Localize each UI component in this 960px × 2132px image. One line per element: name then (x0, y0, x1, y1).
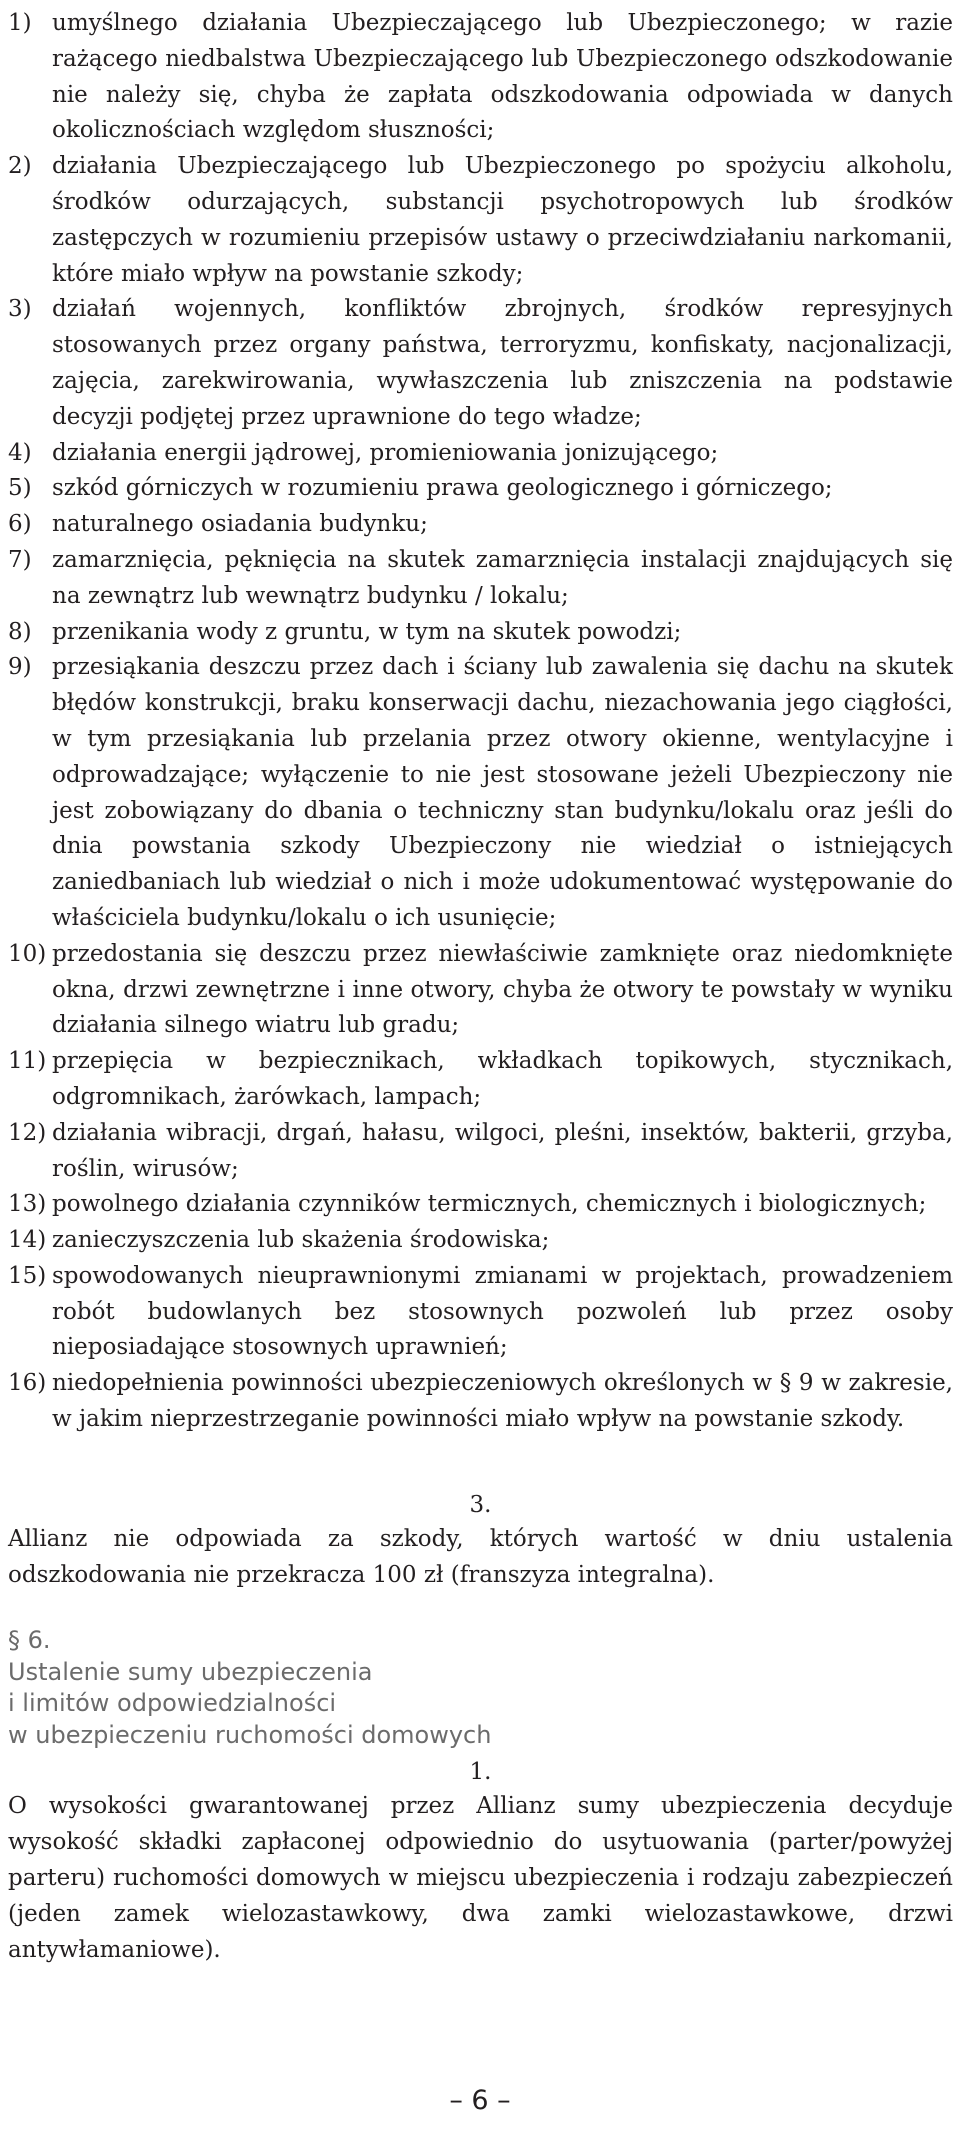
list-item (8, 543, 953, 615)
list-item-number: 4) (8, 439, 32, 466)
list-item (8, 149, 953, 292)
list-item-text: przenikania wody z gruntu, w tym na skutek powodzi; (52, 618, 682, 645)
list-item (8, 1187, 953, 1223)
list-item-text: szkód górniczych w rozumieniu prawa geologicznego i górniczego; (52, 475, 833, 502)
list-item-text: działania energii jądrowej, promieniowania jonizującego; (52, 439, 719, 466)
list-item-number: 7) (8, 546, 32, 573)
list-item-text: zanieczyszczenia lub skażenia środowiska; (52, 1227, 550, 1254)
list-item-number: 3) (8, 296, 32, 323)
list-item-text: przesiąkania deszczu przez dach i ściany lub zawalenia się dachu na skutek błędów konstrukcji, braku konserwacji dachu, niezachowania jego ciągłości, w tym przesiąkania lub przelania przez otwory okienne, wentylacyjne i odprowadzające; wyłączenie to nie jest stosowane jeżeli Ubezpieczony nie jest zobowiązany do dbania o techniczny stan budynku/lokalu oraz jeśli do dnia powstania szkody Ubezpieczony nie wiedział o istniejących zaniedbaniach lub wiedział o nich i może udokumentować występowanie do właściciela budynku/lokalu o ich usunięcie; (52, 654, 953, 931)
list-item (8, 507, 953, 543)
list-item-number: 2) (8, 153, 32, 180)
list-item-number: 14) (8, 1227, 47, 1254)
list-item-number: 8) (8, 618, 32, 645)
list-item (8, 471, 953, 507)
paragraph-6-heading (8, 1625, 953, 1751)
paragraph-6-title-line: Ustalenie sumy ubezpieczenia (8, 1657, 373, 1686)
section-3-number: 3. (469, 1491, 492, 1518)
list-item-number: 1) (8, 10, 32, 36)
list-item-number: 5) (8, 475, 32, 502)
list-item-text: spowodowanych nieuprawnionymi zmianami w projektach, prowadzeniem robót budowlanych bez stosownych pozwoleń lub przez osoby nieposiadające stosownych uprawnień; (52, 1262, 953, 1361)
list-item (8, 1366, 953, 1438)
paragraph-6-section-1-text: O wysokości gwarantowanej przez Allianz sumy ubezpieczenia decyduje wysokość składki zapłaconej odpowiednio do usytuowania (parter/powyżej parteru) ruchomości domowych w miejscu ubezpieczenia i rodzaju zabezpieczeń (jeden zamek wielozastawkowy, dwa zamki wielozastawkowe, drzwi antywłamaniowe). (8, 1793, 953, 1963)
list-item-text: naturalnego osiadania budynku; (52, 511, 428, 538)
paragraph-6-section-1-number: 1. (469, 1759, 492, 1786)
exclusions-list (8, 6, 953, 1438)
paragraph-6-sign: § 6. (8, 1626, 51, 1655)
list-item-text: działań wojennych, konfliktów zbrojnych, środków represyjnych stosowanych przez organy państwa, terroryzmu, konfiskaty, nacjonalizacji, zajęcia, zarekwirowania, wywłaszczenia lub zniszczenia na podstawie decyzji podjętej przez uprawnione do tego władze; (52, 296, 953, 430)
list-item (8, 6, 953, 149)
list-item-number: 15) (8, 1262, 47, 1289)
list-item (8, 292, 953, 435)
paragraph-6-title-line: i limitów odpowiedzialności (8, 1689, 337, 1718)
list-item (8, 1259, 953, 1366)
list-item-text: umyślnego działania Ubezpieczającego lub Ubezpieczonego; w razie rażącego niedbalstwa Ubezpieczającego lub Ubezpieczonego odszkodowanie nie należy się, chyba że zapłata odszkodowania odpowiada w danych okolicznościach względom słuszności; (52, 10, 953, 144)
list-item-text: zamarznięcia, pęknięcia na skutek zamarznięcia instalacji znajdujących się na zewnątrz lub wewnątrz budynku / lokalu; (52, 546, 953, 609)
list-item-number: 13) (8, 1191, 47, 1218)
list-item (8, 615, 953, 651)
list-item-text: działania Ubezpieczającego lub Ubezpieczonego po spożyciu alkoholu, środków odurzających, substancji psychotropowych lub środków zastępczych w rozumieniu przepisów ustawy o przeciwdziałaniu narkomanii, które miało wpływ na powstanie szkody; (52, 153, 953, 287)
list-item (8, 436, 953, 472)
list-item-number: 11) (8, 1048, 47, 1075)
list-item-text: przepięcia w bezpiecznikach, wkładkach topikowych, stycznikach, odgromnikach, żarówkach, lampach; (52, 1048, 953, 1110)
list-item-number: 9) (8, 654, 32, 681)
list-item-number: 10) (8, 940, 47, 967)
list-item-number: 16) (8, 1370, 47, 1397)
list-item (8, 937, 953, 1044)
section-3-text: Allianz nie odpowiada za szkody, których wartość w dniu ustalenia odszkodowania nie przekracza 100 zł (franszyza integralna). (8, 1525, 953, 1588)
document-page (8, 6, 953, 1968)
paragraph-6-title-line: w ubezpieczeniu ruchomości domowych (8, 1720, 492, 1749)
list-item (8, 1044, 953, 1116)
list-item-number: 6) (8, 511, 32, 538)
list-item (8, 650, 953, 936)
list-item-number: 12) (8, 1119, 47, 1146)
list-item (8, 1116, 953, 1188)
paragraph-6-title (8, 1657, 953, 1752)
page-number: – 6 – (449, 2085, 511, 2116)
list-item-text: działania wibracji, drgań, hałasu, wilgoci, pleśni, insektów, bakterii, grzyba, roślin, wirusów; (52, 1119, 953, 1182)
list-item-text: niedopełnienia powinności ubezpieczeniowych określonych w § 9 w zakresie, w jakim nieprzestrzeganie powinności miało wpływ na powstanie szkody. (52, 1370, 953, 1433)
list-item-text: przedostania się deszczu przez niewłaściwie zamknięte oraz niedomknięte okna, drzwi zewnętrzne i inne otwory, chyba że otwory te powstały w wyniku działania silnego wiatru lub gradu; (52, 940, 953, 1039)
list-item-text: powolnego działania czynników termicznych, chemicznych i biologicznych; (52, 1191, 927, 1218)
list-item (8, 1223, 953, 1259)
